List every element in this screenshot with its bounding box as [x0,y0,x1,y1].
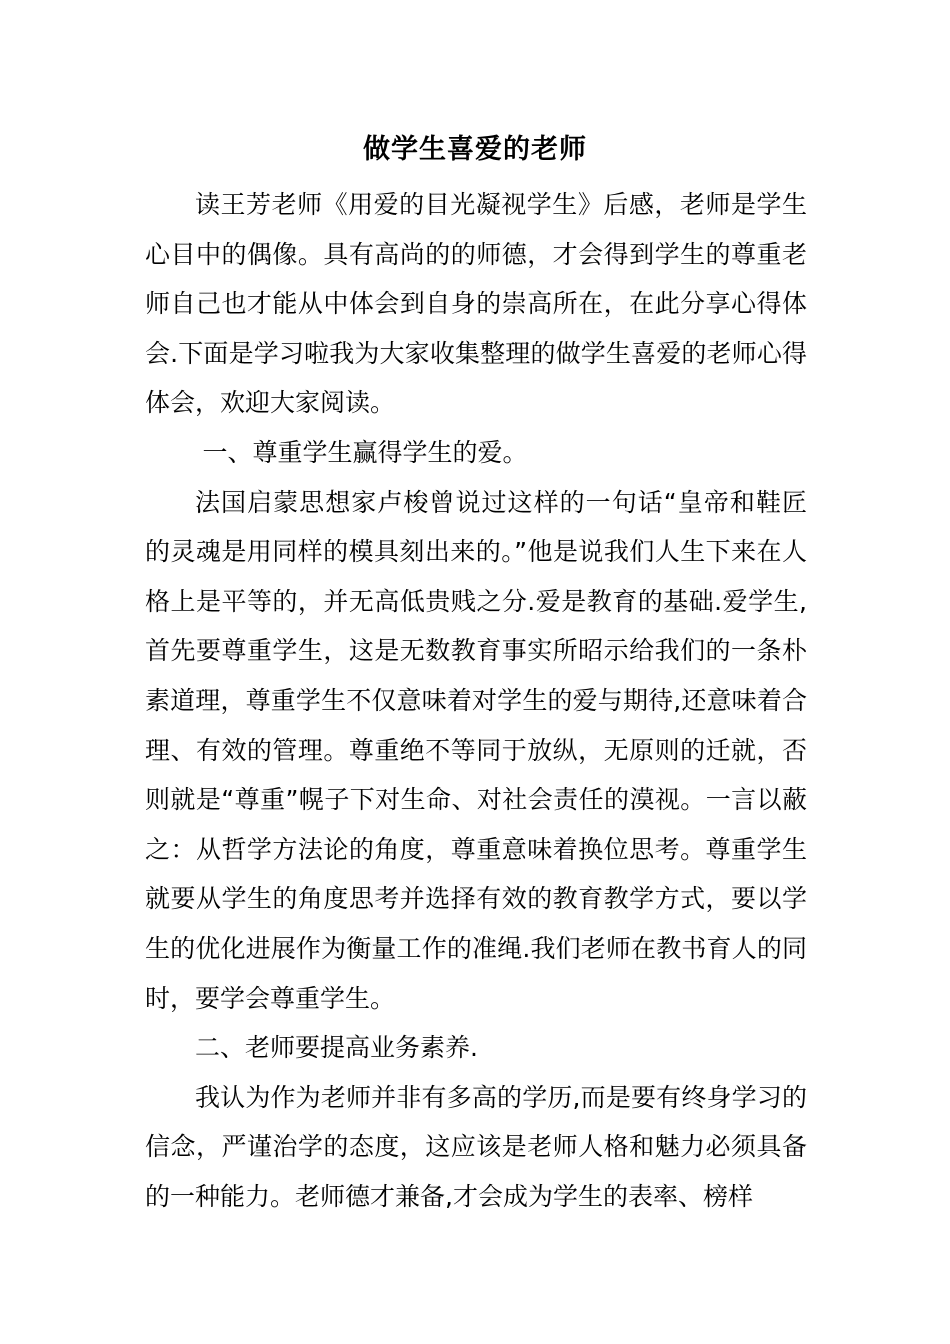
section-2-paragraph: 我认为作为老师并非有多高的学历,而是要有终身学习的信念，严谨治学的态度，这应该是老师人格和魅力必须具备的一种能力。老师德才兼备,才会成为学生的表率、榜样 [145,1082,807,1211]
section-heading-2: 二、老师要提高业务素养. [195,1033,478,1063]
section-1-paragraph: 法国启蒙思想家卢梭曾说过这样的一句话“皇帝和鞋匠的灵魂是用同样的模具刻出来的。”他是说我们人生下来在人格上是平等的，并无高低贵贱之分.爱是教育的基础.爱学生,首先要尊重学生，这是无数教育事实所昭示给我们的一条朴素道理，尊重学生不仅意味着对学生的爱与期待,还意味着合理、有效的管理。尊重绝不等同于放纵，无原则的迁就，否则就是“尊重”幌子下对生命、对社会责任的漠视。一言以蔽之：从哲学方法论的角度，尊重意味着换位思考。尊重学生就要从学生的角度思考并选择有效的教育教学方式，要以学生的优化进展作为衡量工作的准绳.我们老师在教书育人的同时，要学会尊重学生。 [145,487,807,1013]
document-body [145,180,807,1221]
page-title: 做学生喜爱的老师 [363,134,587,165]
intro-paragraph: 读王芳老师《用爱的目光凝视学生》后感，老师是学生心目中的偶像。具有高尚的的师德，才会得到学生的尊重老师自己也才能从中体会到自身的崇高所在，在此分享心得体会.下面是学习啦我为大家收集整理的做学生喜爱的老师心得体会，欢迎大家阅读。 [145,190,807,418]
section-heading-1: 一、尊重学生赢得学生的爱。 [202,437,528,467]
